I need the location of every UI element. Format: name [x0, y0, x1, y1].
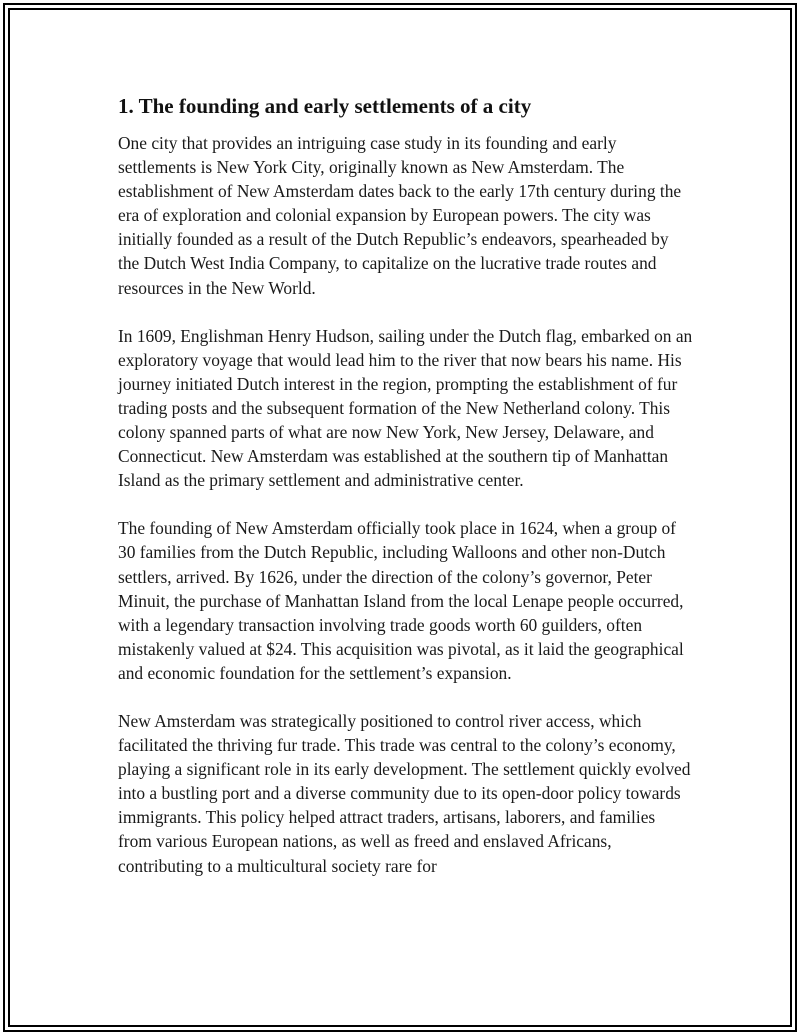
paragraph-4: New Amsterdam was strategically positioned to control river access, which facilitated the thriving fur trade. This trade was central to the colony’s economy, playing a significant role in its early development. The settlement quickly evolved into a bustling port and a diverse community due to its open-door policy towards immigrants. This policy helped attract traders, artisans, laborers, and families from various European nations, as well as freed and enslaved Africans, contributing to a multicultural society rare for: [118, 710, 691, 876]
document-body: [118, 93, 693, 902]
paragraph-2: In 1609, Englishman Henry Hudson, sailing under the Dutch flag, embarked on an exploratory voyage that would lead him to the river that now bears his name. His journey initiated Dutch interest in the region, prompting the establishment of fur trading posts and the subsequent formation of the New Netherland colony. This colony spanned parts of what are now New York, New Jersey, Delaware, and Connecticut. New Amsterdam was established at the southern tip of Manhattan Island as the primary settlement and administrative center.: [118, 325, 693, 491]
paragraph-1: One city that provides an intriguing case study in its founding and early settlements is New York City, originally known as New Amsterdam. The establishment of New Amsterdam dates back to the early 17th century during the era of exploration and colonial expansion by European powers. The city was initially founded as a result of the Dutch Republic’s endeavors, spearheaded by the Dutch West India Company, to capitalize on the lucrative trade routes and resources in the New World.: [118, 133, 682, 298]
paragraph-3: The founding of New Amsterdam officially took place in 1624, when a group of 30 families from the Dutch Republic, including Walloons and other non-Dutch settlers, arrived. By 1626, under the direction of the colony’s governor, Peter Minuit, the purchase of Manhattan Island from the local Lenape people occurred, with a legendary transaction involving trade goods worth 60 guilders, often mistakenly valued at $24. This acquisition was pivotal, as it laid the geographical and economic foundation for the settlement’s expansion.: [118, 518, 684, 683]
section-heading: 1. The founding and early settlements of a city: [118, 94, 532, 118]
